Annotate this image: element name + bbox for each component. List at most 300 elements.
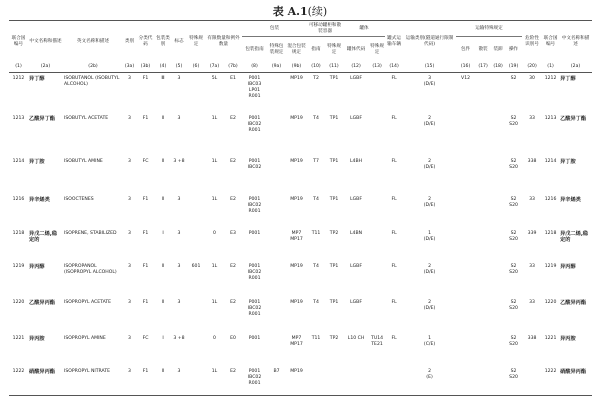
table-cell: 异辛烯类 — [560, 196, 581, 203]
table-cell: 0 — [213, 335, 216, 341]
table-cell: MP19 — [290, 115, 303, 121]
table-cell: F1 — [142, 196, 149, 202]
table-cell: 异丁胺 — [560, 158, 576, 165]
table-cell: Ⅱ — [155, 366, 171, 396]
table-cell: P001 IBC02 — [247, 158, 262, 170]
table-cell: 异丙胺 — [560, 335, 576, 342]
table-cell: Ⅱ — [161, 196, 165, 202]
column-number: (9a) — [267, 62, 286, 73]
table-cell: TP1 — [329, 76, 339, 81]
table-cell: 2 (E) — [403, 366, 456, 396]
table-cell — [267, 228, 286, 261]
table-row — [9, 156, 592, 194]
table-cell — [456, 228, 475, 261]
table-cell: P001 — [248, 335, 261, 341]
header-transport-special: 运输特殊规定 — [456, 21, 522, 37]
table-cell: 1213 — [12, 115, 25, 121]
table-cell — [475, 228, 491, 261]
table-cell — [267, 261, 286, 297]
table-cell: ISOBUTANOL (ISOBUTYL ALCOHOL) — [64, 76, 120, 87]
table-cell: 33 — [529, 196, 535, 202]
column-number: (19) — [505, 62, 522, 73]
column-number: (8) — [242, 62, 267, 73]
table-cell: 1219 — [544, 263, 557, 269]
table-cell: 1216 — [544, 196, 557, 202]
table-cell: Ⅰ — [162, 230, 164, 236]
table-cell: 1L — [211, 299, 218, 305]
table-cell — [369, 261, 385, 297]
table-cell: 1212 — [12, 76, 25, 81]
table-cell: 2 (D/E) — [423, 263, 436, 275]
table-cell — [456, 366, 475, 396]
table-cell: ISOBUTYL AMINE — [64, 158, 103, 164]
table-cell: F1 — [142, 230, 149, 236]
table-cell: 1218 — [12, 230, 25, 236]
header-name-cn: 中文名称和描述 — [28, 21, 63, 63]
table-cell: 3 — [177, 299, 181, 305]
column-number: (11) — [325, 62, 343, 73]
header-class: 类别 — [123, 21, 136, 63]
table-cell: L4BH — [349, 158, 363, 164]
table-cell: Ⅰ — [162, 335, 164, 341]
header-special-provisions: 特殊规定 — [187, 21, 205, 63]
table-cell: 硝酸异丙酯 — [559, 366, 592, 396]
table-cell: S2 S20 — [509, 158, 518, 170]
table-cell: LGBF — [350, 196, 362, 202]
header-labels: 标志 — [171, 21, 187, 63]
table-cell — [475, 366, 491, 396]
table-cell: V12 — [461, 76, 471, 81]
table-cell: MP19 — [286, 366, 307, 396]
table-cell: T4 — [313, 115, 319, 121]
table-cell: TP1 — [329, 263, 339, 269]
header-packing: 包装 — [242, 21, 307, 37]
table-cell: 3 +8 — [173, 158, 185, 164]
table-cell: 2 (D/E) — [423, 158, 436, 170]
table-cell: F1 — [142, 115, 149, 121]
table-cell: ISOPROPYL ACETATE — [64, 299, 112, 305]
table-cell — [187, 73, 205, 113]
table-cell: 1L — [205, 366, 224, 396]
table-cell: 1221 — [12, 335, 25, 341]
header-ts-packages: 包件 — [460, 46, 471, 52]
column-number: (20) — [522, 62, 542, 73]
table-cell: 2 (D/E) — [423, 196, 436, 208]
table-cell: 1216 — [12, 196, 25, 202]
table-cell — [456, 113, 475, 156]
column-number: (16) — [456, 62, 475, 73]
table-cell — [267, 297, 286, 333]
header-un-no: 联合国编号 — [9, 21, 28, 63]
table-cell: ISOPROPYL AMINE — [64, 335, 106, 341]
table-cell: ISOPROPANOL (ISOPROPYL ALCOHOL) — [64, 263, 117, 275]
column-number: (2a) — [28, 62, 63, 73]
table-cell: F1 — [142, 76, 149, 81]
table-cell: 异丁醇 — [560, 76, 576, 82]
column-number: (12) — [343, 62, 369, 73]
table-cell: 异丁胺 — [29, 158, 45, 165]
table-cell: 3 — [171, 366, 187, 396]
column-number: (1) — [542, 62, 559, 73]
table-cell: 硝酸异丙酯 — [28, 366, 63, 396]
table-cell — [475, 156, 491, 194]
table-cell — [491, 228, 505, 261]
table-cell: E2 — [230, 263, 236, 269]
table-cell: TP2 — [329, 230, 339, 236]
table-cell — [475, 194, 491, 228]
header-ts-bulk: 散装 — [478, 46, 488, 52]
table-cell: 1212 — [544, 76, 557, 81]
table-cell: P001 IBC02 R001 — [247, 115, 262, 133]
table-cell: 1L — [211, 158, 218, 164]
table-cell: T11 — [311, 335, 321, 341]
table-row — [9, 333, 592, 366]
column-number: (4) — [155, 62, 171, 73]
table-cell: P001 — [248, 230, 261, 236]
table-cell: 1L — [211, 196, 218, 202]
table-cell: 338 — [527, 158, 537, 164]
table-cell — [187, 194, 205, 228]
table-cell: E2 — [230, 158, 236, 164]
table-cell: 异辛烯类 — [29, 196, 50, 203]
table-cell: 3 — [128, 263, 131, 269]
header-special-packing: 特殊包装规定 — [269, 43, 284, 55]
table-row — [9, 366, 592, 396]
table-cell — [491, 73, 505, 113]
table-cell: 3 — [123, 366, 136, 396]
table-cell: S2 S20 — [509, 263, 518, 275]
table-cell: Ⅱ — [161, 115, 165, 121]
table-cell — [456, 194, 475, 228]
table-cell: FL — [391, 76, 397, 81]
table-cell: 3 — [128, 115, 131, 121]
table-cell: E2 — [230, 299, 236, 305]
table-cell: L4BN — [349, 230, 363, 236]
table-cell — [267, 156, 286, 194]
header-rtank: 罐体 — [343, 21, 385, 37]
table-cell: 1 (D/E) — [423, 230, 436, 242]
table-cell: 乙酸异丙酯 — [560, 299, 587, 306]
table-cell: FL — [391, 299, 397, 305]
table-cell: 3 — [128, 230, 131, 236]
table-cell — [267, 194, 286, 228]
table-cell — [491, 194, 505, 228]
table-cell: FL — [391, 196, 397, 202]
column-number: (7a) — [205, 62, 224, 73]
table-cell: LGBF — [350, 299, 362, 305]
table-cell: 乙酸异丙酯 — [29, 299, 55, 306]
table-cell: P001 IBC02 R001 — [247, 196, 262, 214]
table-cell: 异丁醇 — [29, 76, 45, 82]
table-cell — [267, 333, 286, 366]
dangerous-goods-table — [9, 20, 592, 396]
table-cell: TU14 TE21 — [371, 335, 384, 347]
header-ts-loading: 装卸 — [493, 46, 503, 52]
table-cell: MP7 MP17 — [290, 335, 303, 347]
table-cell — [491, 261, 505, 297]
table-cell — [187, 366, 205, 396]
table-cell: MP7 MP17 — [290, 230, 303, 242]
table-cell: S2 S20 — [509, 335, 518, 347]
table-row — [9, 228, 592, 261]
table-cell: TP1 — [329, 299, 339, 305]
column-number: (2b) — [63, 62, 123, 73]
table-cell: B7 — [267, 366, 286, 396]
table-cell: MP19 — [290, 196, 303, 202]
table-cell — [369, 73, 385, 113]
column-number: (15) — [403, 62, 456, 73]
table-cell: E2 — [224, 366, 242, 396]
table-cell: ISOBUTYL ACETATE — [64, 115, 109, 121]
table-cell: S2 S20 — [505, 366, 522, 396]
table-cell: 3 — [128, 158, 131, 164]
table-cell: S2 S20 — [509, 196, 518, 208]
table-cell: 1214 — [12, 158, 25, 164]
table-cell: 1L — [211, 263, 218, 269]
table-cell: ISOPROPYL NITRATE — [63, 366, 123, 396]
column-number: (2a) — [559, 62, 592, 73]
table-cell: S2 S20 — [509, 230, 518, 242]
table-cell: E0 — [230, 335, 236, 341]
header-class-code: 分类代码 — [136, 21, 155, 63]
table-cell: 异丙胺 — [29, 335, 45, 342]
table-cell — [385, 366, 403, 396]
header-mixed-packing: 混合包装规定 — [287, 43, 306, 55]
table-cell: 1222 — [542, 366, 559, 396]
table-cell: P001 IBC02 R001 — [247, 299, 262, 317]
table-cell — [491, 297, 505, 333]
table-cell: 3 +8 — [173, 335, 185, 341]
table-cell: 30 — [529, 76, 535, 81]
header-un-no-2: 联合国编号 — [542, 21, 559, 63]
table-cell: FL — [391, 115, 397, 121]
table-cell: FC — [142, 335, 149, 341]
table-cell: TP2 — [329, 335, 339, 341]
table-cell: TP1 — [329, 115, 339, 121]
table-cell: 338 — [527, 335, 537, 341]
table-title: 表 A.1(续) — [272, 5, 328, 18]
table-cell: F1 — [142, 299, 149, 305]
header-name-cn-2: 中文名称和描述 — [559, 21, 592, 63]
table-cell: FL — [391, 230, 397, 236]
table-cell — [325, 366, 343, 396]
table-cell: 3 — [128, 299, 131, 305]
table-cell: 33 — [529, 263, 535, 269]
table-cell: LGBF — [350, 76, 362, 81]
table-cell: FC — [142, 158, 149, 164]
table-cell — [475, 261, 491, 297]
table-cell: E3 — [230, 230, 236, 236]
table-cell — [369, 194, 385, 228]
table-cell: 3 (D/E) — [423, 76, 436, 87]
table-cell: 1214 — [544, 158, 557, 164]
column-number: (6) — [187, 62, 205, 73]
table-cell: 2 (D/E) — [423, 115, 436, 127]
table-cell — [369, 228, 385, 261]
table-cell: Ⅲ — [161, 76, 165, 81]
table-cell: 1220 — [12, 299, 25, 305]
header-portable-tanks: 可移动罐柜和散装容器 — [307, 21, 343, 37]
header-limited-quantity: 有限数量和例外数量 — [205, 21, 242, 63]
table-cell: E2 — [230, 196, 236, 202]
column-number: (7b) — [224, 62, 242, 73]
column-number: (10) — [307, 62, 325, 73]
table-cell: 异戊二烯,稳定的 — [29, 230, 57, 243]
table-cell — [187, 156, 205, 194]
table-cell — [187, 333, 205, 366]
column-number: (1) — [9, 62, 28, 73]
table-cell: 2 (D/E) — [423, 299, 436, 311]
table-cell: S2 — [510, 76, 517, 81]
table-cell: 601 — [191, 263, 201, 269]
table-cell: 3 — [128, 196, 131, 202]
table-cell: 1219 — [12, 263, 25, 269]
table-cell: LGBF — [350, 115, 362, 121]
table-cell: ISOOCTENES — [64, 196, 94, 202]
table-cell: 339 — [527, 230, 537, 236]
table-cell — [456, 297, 475, 333]
table-cell — [491, 113, 505, 156]
table-cell: 0 — [213, 230, 216, 236]
table-cell: 1218 — [544, 230, 557, 236]
table-cell: MP19 — [290, 76, 303, 81]
table-cell: P001 IBC02 R001 — [247, 263, 262, 281]
header-tank-instructions: 指南 — [311, 46, 321, 52]
table-cell: 乙酸异丁酯 — [29, 115, 55, 122]
table-cell: S2 S20 — [509, 115, 518, 127]
table-cell: FL — [391, 263, 397, 269]
table-cell: T2 — [313, 76, 319, 81]
table-cell: E1 — [230, 76, 236, 81]
table-cell: MP19 — [290, 158, 303, 164]
header-rtank-special: 特殊规定 — [370, 43, 384, 55]
column-number: (3a) — [123, 62, 136, 73]
table-cell: MP19 — [290, 299, 303, 305]
table-cell: T4 — [313, 299, 319, 305]
table-cell — [187, 228, 205, 261]
header-tank-special: 特殊规定 — [327, 43, 341, 55]
header-tank-code: 罐体代码 — [346, 46, 366, 52]
table-cell — [456, 333, 475, 366]
table-row — [9, 113, 592, 156]
table-cell: 异丙醇 — [29, 263, 45, 270]
table-cell: T4 — [313, 196, 319, 202]
table-cell — [267, 73, 286, 113]
table-row — [9, 297, 592, 333]
table-cell: T7 — [313, 158, 319, 164]
table-row — [9, 194, 592, 228]
table-cell: 3 — [128, 76, 131, 81]
table-cell: 3 — [177, 115, 181, 121]
table-cell: 1 (C/E) — [423, 335, 436, 347]
table-row — [9, 261, 592, 297]
table-cell: 3 — [177, 76, 181, 81]
table-cell — [267, 113, 286, 156]
table-cell: MP19 — [290, 263, 303, 269]
table-cell — [475, 297, 491, 333]
table-cell: 5L — [211, 76, 218, 81]
table-cell: P001 IBC03 LP01 R001 — [247, 76, 262, 99]
table-cell: 33 — [529, 299, 535, 305]
header-hazard-id: 危险性识别号 — [522, 21, 542, 63]
table-cell: 3 — [177, 230, 181, 236]
column-number: (3b) — [136, 62, 155, 73]
header-packing-group: 包装类别 — [155, 21, 171, 63]
table-cell: LGBF — [350, 263, 362, 269]
table-cell — [369, 113, 385, 156]
table-cell: Ⅱ — [161, 158, 165, 164]
table-cell: TP1 — [329, 158, 339, 164]
table-cell: ISOPRENE, STABILIZED — [64, 230, 117, 236]
table-cell: F1 — [136, 366, 155, 396]
header-transport-category: 运输类别(隧道通行限制代码) — [403, 21, 456, 63]
table-cell: FL — [391, 158, 397, 164]
table-cell: 1222 — [9, 366, 28, 396]
table-cell: 1L — [211, 115, 218, 121]
table-cell: Ⅱ — [161, 299, 165, 305]
column-number: (5) — [171, 62, 187, 73]
table-cell: F1 — [142, 263, 149, 269]
table-cell — [187, 297, 205, 333]
column-number: (14) — [385, 62, 403, 73]
column-number: (18) — [491, 62, 505, 73]
table-cell — [491, 366, 505, 396]
table-cell: 1221 — [544, 335, 557, 341]
table-cell: L10 CH — [347, 335, 365, 341]
table-cell — [522, 366, 542, 396]
column-number-row — [9, 62, 592, 73]
table-cell: Ⅱ — [161, 263, 165, 269]
table-cell: 3 — [177, 263, 181, 269]
header-tank-vehicle: 罐式运输车辆 — [385, 21, 403, 63]
table-cell — [187, 113, 205, 156]
table-cell: T11 — [311, 230, 321, 236]
table-body — [9, 73, 592, 396]
table-cell — [491, 156, 505, 194]
header-row-1 — [9, 21, 592, 37]
table-cell: 33 — [529, 115, 535, 121]
column-number: (17) — [475, 62, 491, 73]
table-cell: 3 — [128, 335, 131, 341]
table-cell: S2 S20 — [509, 299, 518, 311]
table-cell — [369, 156, 385, 194]
table-cell: E2 — [230, 115, 236, 121]
table-cell: 3 — [177, 196, 181, 202]
table-cell: T4 — [313, 263, 319, 269]
table-cell — [369, 366, 385, 396]
table-cell — [456, 156, 475, 194]
table-cell — [475, 73, 491, 113]
header-name-en: 英文名称和描述 — [63, 21, 123, 63]
table-cell — [456, 261, 475, 297]
table-cell: 异丙醇 — [560, 263, 576, 270]
table-row — [9, 73, 592, 113]
table-cell — [343, 366, 369, 396]
column-number: (9b) — [286, 62, 307, 73]
table-cell — [369, 297, 385, 333]
table-cell: P001 IBC02 R001 — [242, 366, 267, 396]
table-cell — [491, 333, 505, 366]
table-cell: FL — [391, 335, 397, 341]
table-cell: 1213 — [544, 115, 557, 121]
table-cell — [475, 113, 491, 156]
table-cell: 乙酸异丁酯 — [560, 115, 587, 122]
table-cell: 1220 — [544, 299, 557, 305]
header-packing-instructions: 包装指南 — [245, 46, 264, 52]
table-cell — [475, 333, 491, 366]
column-number: (13) — [369, 62, 385, 73]
table-cell: 异戊二烯,稳定的 — [560, 230, 588, 243]
